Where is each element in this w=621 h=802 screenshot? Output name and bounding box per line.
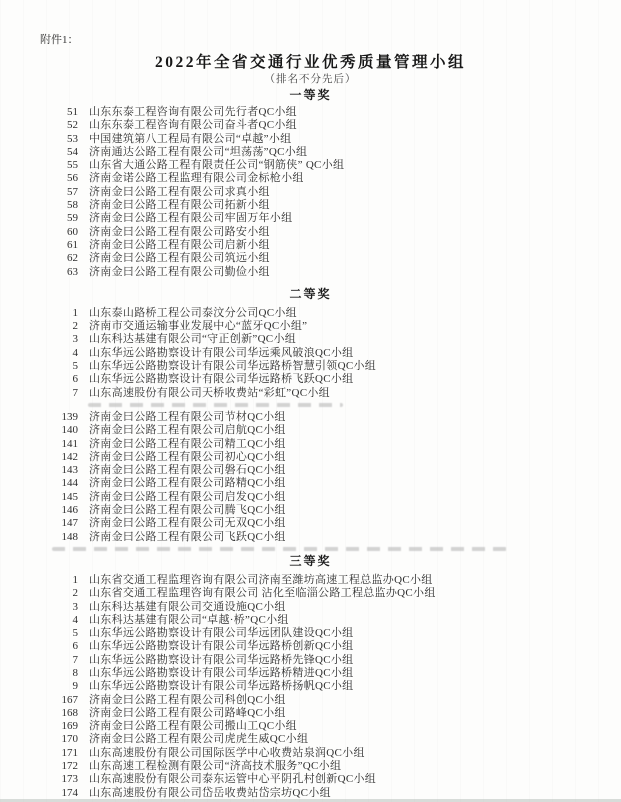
- item-number: 57: [67, 185, 78, 198]
- item-text: 山东华远公路勘察设计有限公司华远乘风破浪QC小组: [89, 346, 354, 359]
- section-header: 一等奖: [289, 88, 332, 102]
- item-text: 山东省交通工程监理咨询有限公司济南至潍坊高速工程总监办QC小组: [89, 573, 433, 586]
- item-number: 54: [67, 145, 78, 158]
- item-number: 171: [61, 746, 78, 759]
- item-text: 山东高速工程检测有限公司“济高技术服务”QC小组: [89, 760, 342, 773]
- list-item: [40, 614, 581, 627]
- list-item: [40, 680, 581, 693]
- item-number: 172: [61, 760, 78, 773]
- list-item: [40, 760, 581, 773]
- item-text: 济南金曰公路工程有限公司路峰QC小组: [89, 706, 286, 719]
- item-number: 7: [72, 653, 78, 666]
- document-title: 2022年全省交通行业优秀质量管理小组: [154, 54, 466, 71]
- item-number: 142: [61, 450, 78, 463]
- item-text: 济南金曰公路工程有限公司虎虎生威QC小组: [89, 733, 309, 746]
- item-number: 5: [72, 627, 78, 640]
- list-item: [40, 424, 581, 437]
- list-item: [40, 333, 581, 346]
- award-section-1: [40, 88, 581, 279]
- list-item: [40, 199, 581, 212]
- item-number: 3: [72, 333, 78, 346]
- item-number: 174: [61, 786, 78, 799]
- list-item: [40, 186, 581, 199]
- item-number: 60: [67, 225, 78, 238]
- list-item: [40, 464, 581, 477]
- item-text: 山东科达基建有限公司“卓越·桥”QC小组: [89, 613, 289, 626]
- list-item: [40, 373, 581, 386]
- item-number: 53: [67, 132, 78, 145]
- list-item: [40, 146, 581, 159]
- section-rows: [40, 106, 581, 279]
- list-item: [40, 266, 581, 279]
- item-text: 山东高速股份有限公司天桥收费站“彩虹”QC小组: [89, 386, 330, 399]
- item-number: 3: [72, 600, 78, 613]
- item-text: 中国建筑第八工程局有限公司“卓越”小组: [89, 132, 292, 145]
- list-item: [40, 654, 581, 667]
- item-text: 山东东泰工程咨询有限公司先行者QC小组: [89, 106, 297, 118]
- item-text: 山东东泰工程咨询有限公司奋斗者QC小组: [89, 119, 297, 132]
- list-item: [40, 347, 581, 360]
- list-item: [40, 707, 581, 720]
- list-item: [40, 360, 581, 373]
- list-item: [40, 119, 581, 132]
- item-text: 济南金曰公路工程有限公司筑远小组: [89, 252, 270, 265]
- item-number: 147: [61, 517, 78, 530]
- item-number: 59: [67, 212, 78, 225]
- item-number: 141: [61, 437, 78, 450]
- item-text: 济南金曰公路工程有限公司初心QC小组: [89, 450, 286, 463]
- item-text: 山东华远公路勘察设计有限公司华远路桥创新QC小组: [89, 640, 354, 653]
- list-item: [40, 477, 581, 490]
- item-text: 济南金曰公路工程有限公司腾飞QC小组: [89, 504, 286, 517]
- item-text: 济南金曰公路工程有限公司牢固万年小组: [89, 212, 293, 225]
- item-text: 山东高速股份有限公司泰东运管中心平阴孔村创新QC小组: [89, 773, 377, 786]
- item-number: 2: [72, 320, 78, 333]
- award-sections: [40, 88, 581, 800]
- list-item: [40, 517, 581, 530]
- item-text: 济南金曰公路工程有限公司无双QC小组: [89, 517, 286, 530]
- list-item: [40, 226, 581, 239]
- item-number: 173: [61, 773, 78, 786]
- item-number: 7: [72, 386, 78, 399]
- list-item: [40, 747, 581, 760]
- item-text: 山东科达基建有限公司交通设施QC小组: [89, 600, 286, 613]
- list-item: [40, 212, 581, 225]
- item-number: 55: [67, 159, 78, 172]
- item-text: 山东华远公路勘察设计有限公司华远团队建设QC小组: [89, 627, 354, 640]
- item-text: 济南金曰公路工程有限公司启新小组: [89, 238, 270, 251]
- item-number: 2: [72, 587, 78, 600]
- item-number: 167: [61, 693, 78, 706]
- list-item: [40, 720, 581, 733]
- award-section-2: [40, 287, 581, 551]
- item-number: 169: [61, 720, 78, 733]
- item-number: 6: [72, 640, 78, 653]
- list-item: [40, 531, 581, 544]
- section-rows: [40, 307, 581, 551]
- list-item: [40, 307, 581, 320]
- item-number: 1: [72, 306, 78, 319]
- item-number: 8: [72, 666, 78, 679]
- item-text: 济南金曰公路工程有限公司路安小组: [89, 225, 270, 238]
- list-item: [40, 733, 581, 746]
- list-item: [40, 601, 581, 614]
- list-item: [40, 438, 581, 451]
- list-item: [40, 387, 581, 400]
- item-text: 山东泰山路桥工程公司泰汶分公司QC小组: [89, 306, 297, 319]
- list-item: [40, 640, 581, 653]
- item-text: 济南金诺公路工程监理有限公司金标枪小组: [89, 172, 304, 185]
- item-number: 140: [61, 424, 78, 437]
- item-text: 济南金曰公路工程有限公司搬山工QC小组: [89, 720, 297, 733]
- item-text: 济南金曰公路工程有限公司科创QC小组: [89, 693, 286, 706]
- list-item: [40, 694, 581, 707]
- section-header: 三等奖: [289, 553, 332, 568]
- item-text: 济南金曰公路工程有限公司拓新小组: [89, 199, 270, 212]
- item-number: 5: [72, 360, 78, 373]
- item-number: 145: [61, 490, 78, 503]
- item-text: 济南金曰公路工程有限公司路精QC小组: [89, 477, 286, 490]
- list-item: [40, 172, 581, 185]
- item-text: 济南金曰公路工程有限公司勤俭小组: [89, 265, 270, 278]
- list-item: [40, 667, 581, 680]
- item-number: 144: [61, 477, 78, 490]
- list-item: [40, 773, 581, 786]
- item-text: 济南金曰公路工程有限公司求真小组: [89, 185, 270, 198]
- item-text: 济南市交通运输事业发展中心“蓝牙QC小组”: [89, 320, 308, 333]
- item-text: 山东省交通工程监理咨询有限公司 沾化至临淄公路工程总监办QC小组: [89, 587, 436, 600]
- item-number: 58: [67, 199, 78, 212]
- item-number: 56: [67, 172, 78, 185]
- item-number: 170: [61, 733, 78, 746]
- list-item: [40, 252, 581, 265]
- item-text: 山东华远公路勘察设计有限公司华远路桥智慧引领QC小组: [89, 360, 377, 373]
- item-number: 146: [61, 504, 78, 517]
- item-number: 6: [72, 373, 78, 386]
- item-text: 山东省大通公路工程有限责任公司“钢筋侠” QC小组: [89, 159, 345, 172]
- item-text: 济南金曰公路工程有限公司启航QC小组: [89, 424, 286, 437]
- item-number: 143: [61, 464, 78, 477]
- item-text: 山东高速股份有限公司岱岳收费站岱宗坊QC小组: [89, 786, 331, 799]
- item-number: 62: [67, 252, 78, 265]
- item-text: 济南金曰公路工程有限公司磐石QC小组: [89, 464, 286, 477]
- smudged-line: [52, 547, 507, 551]
- list-item: [40, 627, 581, 640]
- list-item: [40, 574, 581, 587]
- smudged-line: [88, 403, 343, 407]
- attachment-label: 附件1：: [40, 34, 79, 46]
- list-item: [40, 787, 581, 800]
- item-text: 济南金曰公路工程有限公司启发QC小组: [89, 490, 286, 503]
- item-number: 168: [61, 706, 78, 719]
- item-text: 山东科达基建有限公司“守正创新”QC小组: [89, 333, 297, 346]
- item-text: 山东华远公路勘察设计有限公司华远路桥飞跃QC小组: [89, 373, 354, 386]
- item-number: 51: [67, 106, 78, 118]
- list-item: [40, 106, 581, 119]
- item-text: 山东高速股份有限公司国际医学中心收费站泉润QC小组: [89, 746, 365, 759]
- item-number: 139: [61, 410, 78, 423]
- item-number: 9: [72, 680, 78, 693]
- award-section-3: [40, 554, 581, 800]
- item-number: 148: [61, 530, 78, 543]
- item-text: 济南通达公路工程有限公司“坦荡荡”QC小组: [89, 145, 308, 158]
- section-rows: [40, 574, 581, 800]
- document-subtitle: （排名不分先后）: [264, 74, 357, 85]
- list-item: [40, 133, 581, 146]
- item-number: 4: [72, 346, 78, 359]
- list-item: [40, 411, 581, 424]
- list-item: [40, 491, 581, 504]
- item-text: 济南金曰公路工程有限公司节材QC小组: [89, 410, 286, 423]
- list-item: [40, 451, 581, 464]
- item-number: 61: [67, 238, 78, 251]
- section-header: 二等奖: [289, 286, 332, 301]
- item-text: 山东华远公路勘察设计有限公司华远路桥精进QC小组: [89, 666, 354, 679]
- item-text: 济南金曰公路工程有限公司精工QC小组: [89, 437, 286, 450]
- item-number: 1: [72, 573, 78, 586]
- item-number: 4: [72, 613, 78, 626]
- list-item: [40, 239, 581, 252]
- list-item: [40, 159, 581, 172]
- item-text: 山东华远公路勘察设计有限公司华远路桥先锋QC小组: [89, 653, 354, 666]
- item-text: 山东华远公路勘察设计有限公司华远路桥扬帆QC小组: [89, 680, 354, 693]
- item-number: 63: [67, 265, 78, 278]
- list-item: [40, 504, 581, 517]
- list-item: [40, 587, 581, 600]
- item-text: 济南金曰公路工程有限公司飞跃QC小组: [89, 530, 286, 543]
- list-item: [40, 320, 581, 333]
- item-number: 52: [67, 119, 78, 132]
